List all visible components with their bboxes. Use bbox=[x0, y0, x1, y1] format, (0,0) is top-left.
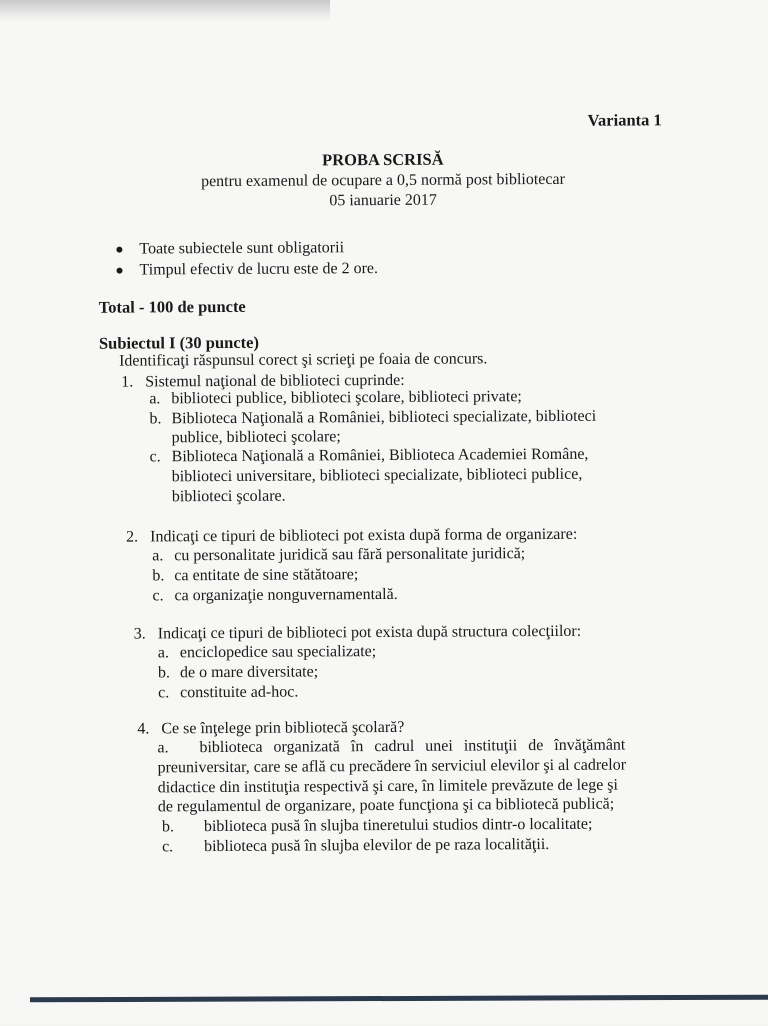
rule-item bbox=[116, 237, 378, 260]
option-3a bbox=[158, 642, 376, 662]
page-subtitle: pentru examenul de ocupare a 0,5 normă post bibliotecar bbox=[200, 170, 565, 191]
option-letter: b. bbox=[149, 410, 162, 428]
question-number: 2. bbox=[126, 528, 139, 546]
option-text: de o mare diversitate; bbox=[179, 663, 319, 682]
question-text: Sistemul naţional de biblioteci cuprinde: bbox=[145, 371, 405, 391]
option-letter: b. bbox=[161, 818, 174, 836]
option-letter: a. bbox=[152, 547, 164, 565]
option-3b bbox=[158, 662, 318, 682]
rule-text: Timpul efectiv de lucru este de 2 ore. bbox=[139, 260, 379, 279]
option-text: Biblioteca Naţională a României, biblioteci specializate, biblioteci bbox=[171, 407, 597, 428]
bullet-icon bbox=[116, 246, 122, 252]
exam-date: 05 ianuarie 2017 bbox=[329, 191, 437, 210]
option-4a bbox=[157, 736, 625, 758]
question-number: 1. bbox=[121, 373, 134, 391]
option-4b bbox=[162, 815, 593, 837]
option-4a-continued: de regulamentul de organizare, poate funcţiona şi ca bibliotecă publică; bbox=[157, 795, 615, 816]
page-title: PROBA SCRISĂ bbox=[322, 149, 444, 170]
option-1c-continued: biblioteci şcolare. bbox=[171, 487, 286, 506]
option-1a bbox=[149, 387, 522, 408]
question-number: 3. bbox=[133, 625, 146, 643]
variant-label: Varianta 1 bbox=[587, 110, 662, 130]
option-letter: c. bbox=[161, 838, 174, 856]
option-text: biblioteca pusă în slujba elevilor de pe raza localităţii. bbox=[203, 835, 550, 856]
option-text: biblioteca organizată în cadrul unei instituţii de învăţământ bbox=[199, 736, 626, 757]
option-2b bbox=[152, 565, 358, 585]
option-text: Biblioteca Naţională a României, Biblioteca Academiei Române, bbox=[171, 445, 589, 466]
option-text: ca entitate de sine stătătoare; bbox=[174, 566, 359, 585]
option-4a-continued: preuniversitar, care se află cu precădere în serviciul elevilor şi al cadrelor bbox=[157, 756, 627, 777]
question-number: 4. bbox=[137, 720, 150, 738]
option-4a-continued: didactice din instituţia respectivă şi care, în limitele prevăzute de lege şi bbox=[157, 776, 618, 797]
instruction-text: Identificaţi răspunsul corect şi scrieţi pe foaia de concurs. bbox=[119, 350, 488, 370]
option-1c bbox=[150, 445, 589, 467]
option-text: biblioteci publice, biblioteci şcolare, biblioteci private; bbox=[171, 388, 522, 408]
option-letter: a. bbox=[157, 644, 170, 662]
rule-text: Toate subiectele sunt obligatorii bbox=[139, 239, 345, 258]
question-text: Indicaţi ce tipuri de biblioteci pot exista după structura colecţiilor: bbox=[157, 622, 582, 643]
rule-item bbox=[116, 258, 378, 281]
bullet-icon bbox=[116, 267, 122, 273]
option-letter: c. bbox=[158, 684, 170, 702]
option-1c-continued: biblioteci universitare, biblioteci specializate, biblioteci publice, bbox=[171, 465, 583, 486]
option-1b bbox=[149, 407, 596, 429]
option-text: ca organizaţie nonguvernamentală. bbox=[174, 585, 398, 605]
option-text: constituite ad-hoc. bbox=[180, 683, 299, 702]
option-letter: b. bbox=[152, 567, 165, 585]
option-letter: c. bbox=[152, 587, 164, 605]
total-points: Total - 100 de puncte bbox=[98, 296, 246, 317]
option-2c bbox=[152, 585, 397, 605]
option-4c bbox=[162, 835, 549, 856]
option-2a bbox=[152, 544, 525, 565]
question-3 bbox=[134, 622, 582, 644]
question-text: Indicaţi ce tipuri de biblioteci pot exista după forma de organizare: bbox=[150, 525, 578, 546]
option-1b-continued: publice, biblioteci şcolare; bbox=[171, 428, 341, 447]
option-letter: a. bbox=[157, 739, 169, 757]
option-text: enciclopedice sau specializate; bbox=[179, 643, 377, 662]
option-3c bbox=[158, 683, 298, 703]
option-letter: b. bbox=[157, 664, 171, 682]
option-text: biblioteca pusă în slujba tineretului studios dintr-o localitate; bbox=[203, 815, 593, 836]
option-letter: a. bbox=[149, 390, 161, 408]
question-4 bbox=[137, 718, 404, 739]
question-text: Ce se înţelege prin bibliotecă şcolară? bbox=[161, 718, 405, 738]
option-letter: c. bbox=[149, 448, 161, 466]
rules-list bbox=[116, 237, 378, 281]
subject-heading: Subiectul I (30 puncte) bbox=[98, 332, 260, 353]
option-text: cu personalitate juridică sau fără personalitate juridică; bbox=[174, 545, 526, 565]
